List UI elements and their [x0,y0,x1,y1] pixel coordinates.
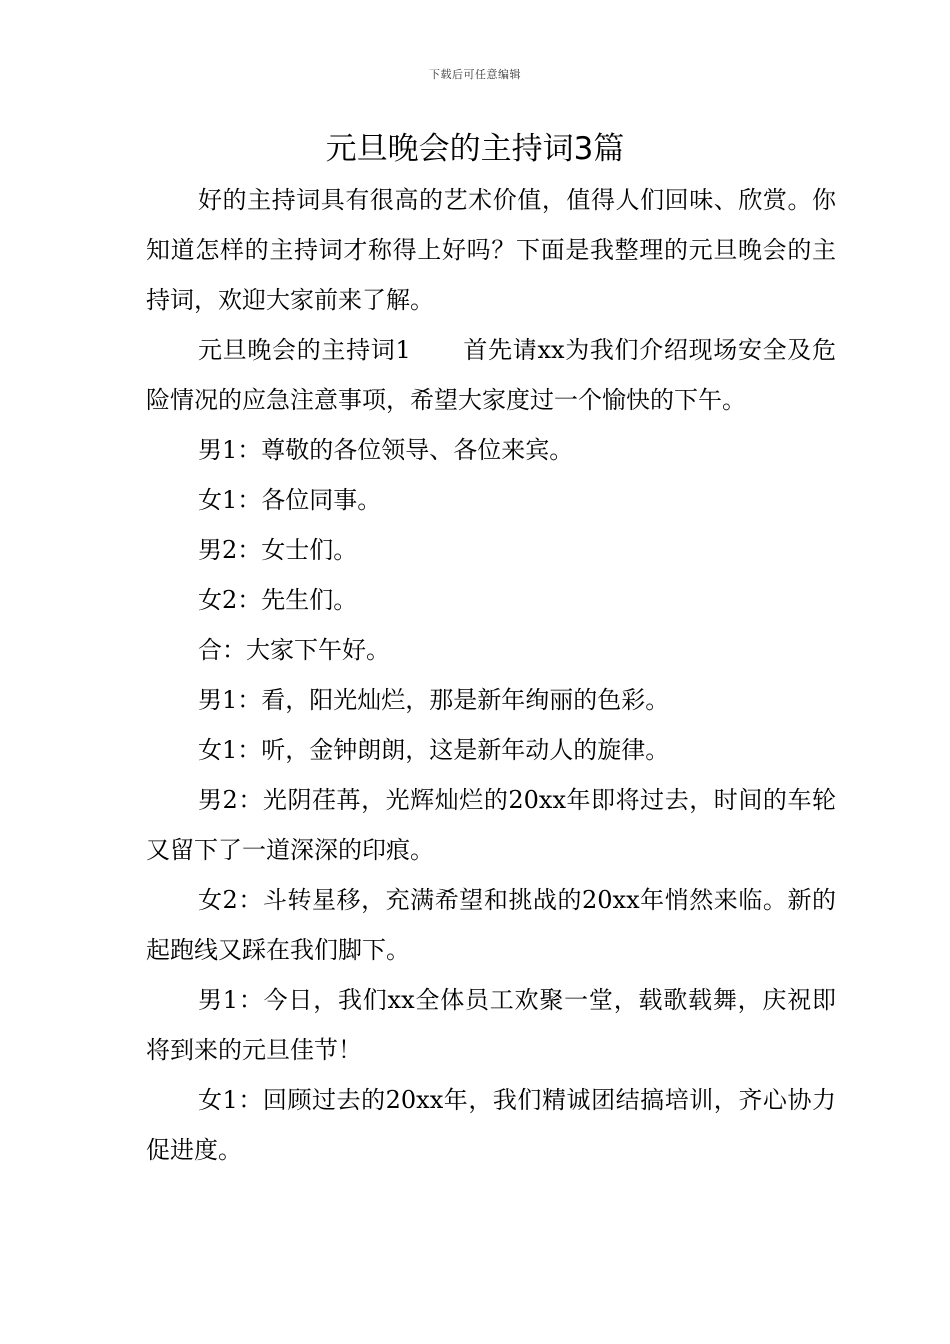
section-1-text: 首先请xx为我们介绍现场安全及危险情况的应急注意事项，希望大家度过一个愉快的下午。 [146,336,836,414]
document-body [146,175,836,1175]
dialogue-line: 男1：尊敬的各位领导、各位来宾。 [198,436,574,464]
dialogue-line: 女2：斗转星移，充满希望和挑战的20xx年悄然来临。新的起跑线又踩在我们脚下。 [146,886,836,964]
dialogue-line: 男2：女士们。 [198,536,358,564]
dialogue-line: 男1：今日，我们xx全体员工欢聚一堂，载歌载舞，庆祝即将到来的元旦佳节！ [146,986,836,1064]
dialogue-line: 女1：各位同事。 [198,486,382,514]
dialogue-line: 女1：听，金钟朗朗，这是新年动人的旋律。 [198,736,670,764]
dialogue-line: 男2：光阴荏苒，光辉灿烂的20xx年即将过去，时间的车轮又留下了一道深深的印痕。 [146,786,836,864]
document-title: 元旦晚会的主持词3篇 [325,131,625,167]
dialogue-line: 女2：先生们。 [198,586,358,614]
header-note: 下载后可任意编辑 [429,68,521,81]
intro-paragraph: 好的主持词具有很高的艺术价值，值得人们回味、欣赏。你知道怎样的主持词才称得上好吗？下面是我整理的元旦晚会的主持词，欢迎大家前来了解。 [146,186,836,314]
section-1-heading: 元旦晚会的主持词1 [198,336,411,364]
dialogue-line: 合：大家下午好。 [198,636,390,664]
dialogue-line: 女1：回顾过去的20xx年，我们精诚团结搞培训，齐心协力促进度。 [146,1086,836,1164]
dialogue-line: 男1：看，阳光灿烂，那是新年绚丽的色彩。 [198,686,670,714]
section-1-paragraph [146,325,836,425]
